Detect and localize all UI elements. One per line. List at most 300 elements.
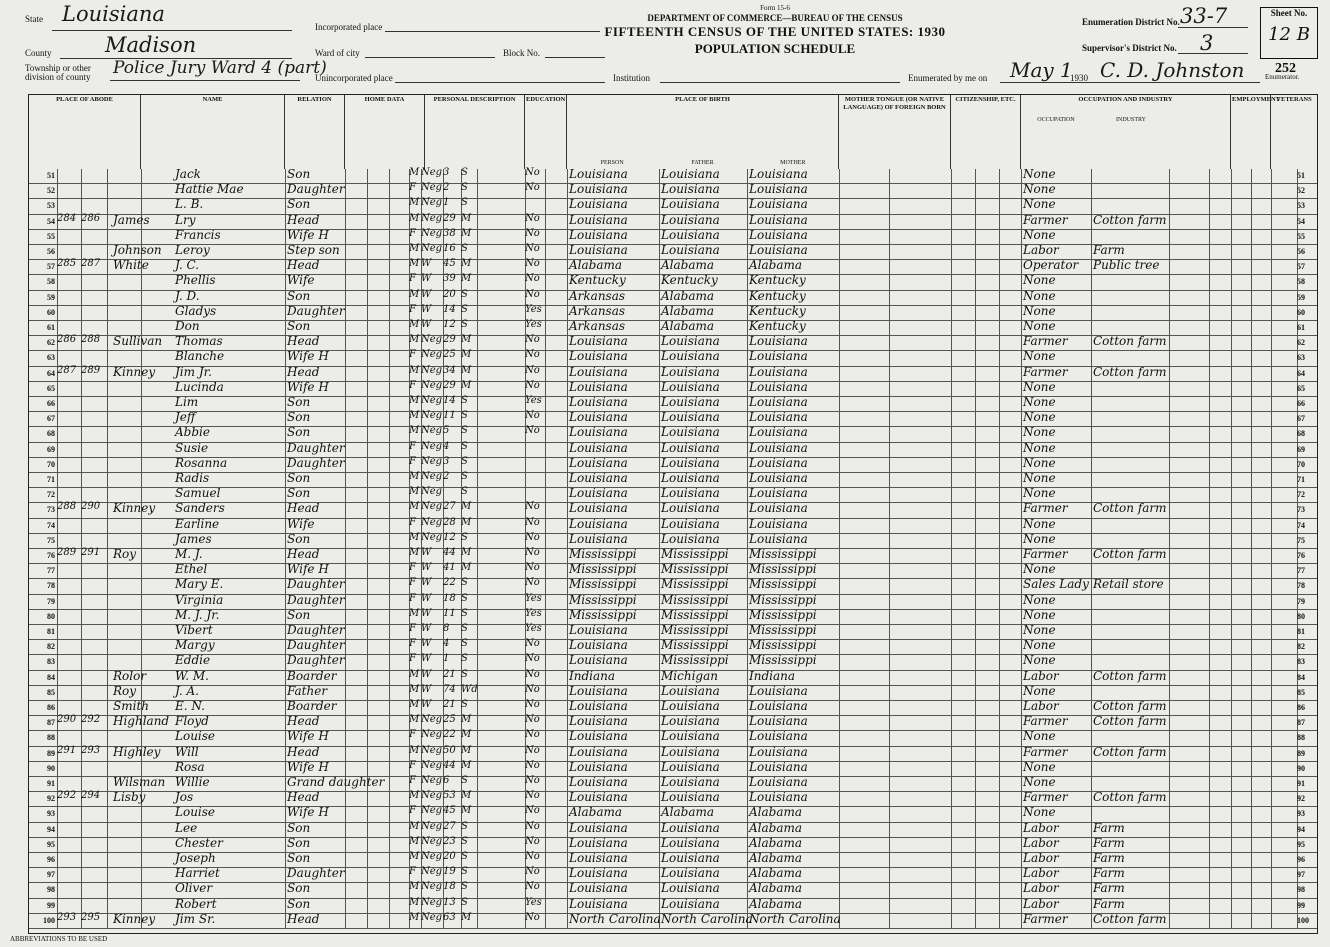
cell-age: 11	[443, 410, 456, 422]
cell-sex: F	[409, 805, 416, 817]
cell-fbp: Louisiana	[661, 182, 720, 197]
cell-rel: Daughter	[287, 623, 345, 637]
cell-occ: None	[1023, 273, 1056, 288]
cell-bp: Louisiana	[569, 638, 628, 653]
cell-bp: Louisiana	[569, 440, 628, 455]
cell-given: J. A.	[175, 683, 199, 698]
cell-fbp: Louisiana	[661, 835, 720, 850]
cell-age: 13	[443, 896, 456, 908]
cell-rel: Son	[287, 531, 311, 546]
cell-mbp: Mississippi	[749, 623, 817, 637]
row-number-right: 81	[1297, 627, 1305, 636]
cell-rel: Son	[287, 835, 311, 850]
cell-rel: Son	[287, 197, 311, 212]
cell-given: L. B.	[175, 197, 204, 212]
cell-age: 12	[443, 319, 456, 330]
cell-age: 8	[443, 623, 450, 634]
cell-fbp: Louisiana	[661, 440, 720, 455]
row-number-right: 93	[1297, 809, 1305, 819]
cell-age: 1	[443, 197, 450, 209]
block-label: Block No.	[503, 48, 540, 58]
cell-fbp: Mississippi	[661, 592, 729, 607]
cell-sch: No	[525, 212, 540, 224]
cell-fbp: Louisiana	[661, 167, 720, 181]
cell-sch: No	[525, 547, 540, 558]
cell-occ: None	[1023, 197, 1056, 212]
col-birth-mother: MOTHER	[780, 160, 806, 166]
col-education: EDUCATION	[525, 95, 567, 169]
cell-race: W	[421, 577, 432, 589]
enumerated-label: Enumerated by me on	[908, 73, 988, 83]
col-occupation-industry: OCCUPATION AND INDUSTRY OCCUPATION INDUSTRY	[1021, 95, 1231, 169]
row-number-right: 57	[1297, 262, 1305, 272]
cell-sch: Yes	[525, 303, 542, 315]
cell-rel: Boarder	[287, 699, 337, 713]
cell-bp: Louisiana	[569, 410, 628, 425]
col-industry: INDUSTRY	[1115, 117, 1146, 123]
cell-rel: Wife H	[287, 562, 329, 577]
cell-fbp: Mississippi	[661, 547, 729, 561]
cell-fbp: Louisiana	[661, 866, 720, 881]
row-number-right: 67	[1297, 414, 1305, 424]
cell-age: 50	[443, 744, 456, 756]
cell-sex: M	[409, 911, 420, 923]
cell-sex: M	[409, 531, 420, 543]
row-number: 96	[47, 855, 55, 864]
cell-age: 39	[443, 273, 456, 285]
cell-given: Radis	[175, 471, 210, 485]
cell-given: James	[175, 531, 212, 546]
cell-race: Neg	[421, 486, 443, 498]
cell-race: W	[421, 258, 432, 270]
cell-given: Abbie	[175, 425, 210, 440]
cell-ms: S	[461, 851, 468, 862]
cell-given: W. M.	[175, 668, 209, 683]
cell-race: Neg	[421, 395, 443, 406]
cell-mbp: Alabama	[749, 258, 803, 273]
cell-ind: Cotton farm	[1093, 911, 1167, 926]
row-number-right: 76	[1297, 551, 1305, 560]
cell-sex: M	[409, 258, 420, 270]
cell-ind: Farm	[1093, 881, 1125, 896]
cell-bp: Louisiana	[569, 455, 628, 470]
cell-sex: M	[409, 212, 420, 224]
row-number-right: 68	[1297, 429, 1305, 439]
cell-bp: Mississippi	[569, 592, 637, 607]
row-number-right: 74	[1297, 520, 1305, 530]
cell-ms: S	[461, 653, 468, 665]
cell-fbp: Louisiana	[661, 364, 720, 379]
cell-age: 29	[443, 379, 456, 391]
cell-given: Gladys	[175, 303, 217, 318]
cell-race: W	[421, 683, 432, 695]
row-number: 84	[47, 672, 55, 682]
cell-given: E. N.	[175, 699, 205, 713]
cell-race: Neg	[421, 835, 443, 847]
cell-bp: Louisiana	[569, 227, 628, 242]
cell-bp: Louisiana	[569, 881, 628, 896]
cell-sex: M	[409, 364, 420, 376]
cell-sch: Yes	[525, 623, 542, 634]
cell-race: Neg	[421, 471, 443, 482]
cell-given: Earline	[175, 516, 220, 531]
cell-age: 25	[443, 349, 456, 361]
row-number: 83	[47, 657, 55, 667]
cell-ms: M	[461, 379, 472, 391]
cell-rel: Head	[287, 334, 320, 349]
cell-ind: Cotton farm	[1093, 334, 1167, 349]
cell-race: Neg	[421, 516, 443, 528]
cell-age: 4	[443, 440, 450, 452]
cell-bp: Louisiana	[569, 486, 628, 501]
cell-rel: Head	[287, 258, 320, 273]
row-number: 90	[47, 763, 55, 773]
cell-ms: S	[461, 167, 468, 178]
row-number: 57	[47, 262, 55, 272]
cell-race: Neg	[421, 531, 443, 543]
cell-given: Chester	[175, 835, 223, 850]
row-number-right: 82	[1297, 642, 1305, 652]
cell-sex: M	[409, 820, 420, 832]
cell-bp: Louisiana	[569, 425, 628, 440]
cell-sch: No	[525, 638, 540, 650]
cell-given: Eddie	[175, 653, 211, 668]
cell-fbp: Louisiana	[661, 729, 720, 744]
row-number-right: 92	[1297, 794, 1305, 804]
cell-given: J. C.	[175, 258, 200, 273]
cell-race: Neg	[421, 759, 443, 771]
cell-given: Don	[175, 319, 200, 333]
cell-mbp: Louisiana	[749, 167, 808, 181]
cell-fbp: Louisiana	[661, 531, 720, 546]
cell-sex: F	[409, 577, 416, 589]
cell-age: 29	[443, 212, 456, 224]
cell-occ: None	[1023, 623, 1056, 637]
cell-given: Lee	[175, 820, 198, 835]
cell-occ: None	[1023, 182, 1056, 197]
cell-sch: No	[525, 820, 540, 832]
cell-age: 22	[443, 729, 456, 741]
cell-given: Joseph	[175, 851, 216, 865]
cell-sch: No	[525, 668, 540, 680]
cell-age: 23	[443, 835, 456, 847]
col-veterans: VETERANS	[1276, 96, 1312, 103]
cell-dw: 289	[57, 547, 77, 558]
cell-bp: Louisiana	[569, 744, 628, 759]
cell-fbp: Louisiana	[661, 455, 720, 470]
col-home-data: HOME DATA	[345, 95, 425, 169]
cell-occ: None	[1023, 516, 1056, 531]
cell-race: Neg	[421, 790, 443, 802]
row-number-right: 51	[1297, 171, 1305, 180]
enumerator-name: C. D. Johnston	[1100, 58, 1245, 82]
cell-mbp: Kentucky	[749, 288, 806, 303]
cell-sch: No	[525, 683, 540, 695]
cell-occ: None	[1023, 455, 1056, 470]
cell-occ: None	[1023, 562, 1056, 577]
cell-sex: M	[409, 319, 420, 330]
cell-ind: Cotton farm	[1093, 744, 1167, 759]
cell-sch: No	[525, 759, 540, 771]
row-number-right: 94	[1297, 824, 1305, 834]
cell-rel: Wife H	[287, 805, 329, 820]
cell-occ: Farmer	[1023, 364, 1068, 379]
cell-occ: Labor	[1023, 668, 1059, 683]
row-number-right: 63	[1297, 353, 1305, 363]
cell-bp: Louisiana	[569, 364, 628, 379]
cell-sex: F	[409, 592, 416, 604]
supervisor-label: Supervisor's District No.	[1082, 43, 1177, 53]
cell-ms: M	[461, 364, 472, 376]
cell-sch: No	[525, 425, 540, 437]
row-number: 77	[47, 566, 55, 576]
cell-given: Floyd	[175, 714, 209, 729]
row-number-right: 73	[1297, 505, 1305, 515]
cell-race: Neg	[421, 212, 443, 224]
cell-age: 4	[443, 638, 450, 650]
cell-race: Neg	[421, 410, 443, 422]
cell-fbp: Louisiana	[661, 486, 720, 501]
cell-sex: F	[409, 516, 416, 528]
cell-ms: S	[461, 775, 468, 786]
cell-rel: Daughter	[287, 440, 345, 455]
cell-fbp: Louisiana	[661, 471, 720, 485]
cell-race: W	[421, 607, 432, 619]
enumerated-year: 1930	[1070, 73, 1088, 83]
row-number: 71	[47, 475, 55, 484]
cell-ms: M	[461, 227, 472, 239]
cell-bp: Louisiana	[569, 820, 628, 835]
row-number: 92	[47, 794, 55, 804]
row-number: 81	[47, 627, 55, 636]
cell-surname: Highland	[113, 714, 170, 729]
row-number: 64	[47, 368, 55, 378]
cell-race: W	[421, 592, 432, 604]
cell-sch: No	[525, 805, 540, 817]
cell-given: M. J. Jr.	[175, 607, 220, 622]
col-birth-person: PERSON	[600, 160, 624, 166]
cell-race: W	[421, 653, 432, 665]
cell-age: 63	[443, 911, 456, 923]
cell-ms: M	[461, 744, 472, 756]
cell-mbp: Louisiana	[749, 775, 808, 789]
row-number: 74	[47, 520, 55, 530]
cell-fam: 290	[81, 501, 101, 513]
cell-fbp: Louisiana	[661, 851, 720, 865]
cell-sex: M	[409, 197, 420, 209]
cell-bp: Louisiana	[569, 683, 628, 698]
page-stamp: 252	[1275, 61, 1296, 76]
cell-rel: Daughter	[287, 653, 345, 668]
cell-ms: M	[461, 349, 472, 361]
cell-dw: 290	[57, 714, 77, 726]
cell-dw: 291	[57, 744, 77, 756]
cell-mbp: Alabama	[749, 851, 803, 865]
cell-ms: M	[461, 759, 472, 771]
cell-age: 6	[443, 775, 450, 786]
cell-rel: Son	[287, 851, 311, 865]
form-number: Form 15-6	[760, 4, 790, 12]
cell-sex: F	[409, 775, 416, 786]
row-number: 68	[47, 429, 55, 439]
cell-ms: M	[461, 729, 472, 741]
cell-ms: S	[461, 303, 468, 315]
cell-sex: F	[409, 182, 416, 194]
cell-age: 14	[443, 303, 456, 315]
row-number: 65	[47, 383, 55, 393]
cell-ms: M	[461, 562, 472, 574]
cell-sch: No	[525, 410, 540, 422]
cell-bp: Mississippi	[569, 562, 637, 577]
cell-occ: Farmer	[1023, 501, 1068, 516]
cell-dw: 288	[57, 501, 77, 513]
cell-bp: Louisiana	[569, 379, 628, 394]
cell-age: 19	[443, 866, 456, 878]
cell-race: W	[421, 288, 432, 300]
enumerator-label: Enumerator.	[1265, 73, 1300, 81]
cell-sch: No	[525, 349, 540, 361]
cell-occ: Labor	[1023, 243, 1059, 257]
cell-mbp: Mississippi	[749, 562, 817, 577]
cell-given: Jack	[175, 167, 201, 181]
cell-ms: M	[461, 790, 472, 802]
cell-sex: F	[409, 729, 416, 741]
cell-fam: 288	[81, 334, 101, 346]
cell-sch: No	[525, 851, 540, 862]
cell-ms: S	[461, 699, 468, 710]
cell-sch: No	[525, 577, 540, 589]
row-number-right: 56	[1297, 247, 1305, 256]
cell-race: Neg	[421, 167, 443, 178]
cell-sch: Yes	[525, 896, 542, 908]
cell-mbp: Louisiana	[749, 759, 808, 774]
footer-abbreviations: ABBREVIATIONS TO BE USED	[10, 935, 108, 943]
cell-bp: Louisiana	[569, 349, 628, 364]
cell-rel: Son	[287, 471, 311, 485]
cell-mbp: Alabama	[749, 896, 803, 911]
cell-fbp: Louisiana	[661, 349, 720, 364]
cell-ind: Cotton farm	[1093, 699, 1167, 713]
cell-occ: Farmer	[1023, 911, 1068, 926]
row-number-right: 65	[1297, 383, 1305, 393]
cell-occ: Farmer	[1023, 744, 1068, 759]
table-row	[29, 911, 1317, 929]
cell-rel: Boarder	[287, 668, 337, 683]
row-number: 78	[47, 581, 55, 591]
row-number: 61	[47, 323, 55, 332]
cell-occ: None	[1023, 440, 1056, 455]
cell-occ: Labor	[1023, 699, 1059, 713]
cell-occ: Labor	[1023, 866, 1059, 881]
cell-mbp: Louisiana	[749, 455, 808, 470]
cell-sex: M	[409, 547, 420, 558]
cell-fbp: Mississippi	[661, 607, 729, 622]
cell-mbp: Mississippi	[749, 592, 817, 607]
cell-rel: Son	[287, 486, 311, 501]
cell-sex: M	[409, 410, 420, 422]
row-number-right: 78	[1297, 581, 1305, 591]
cell-age: 2	[443, 471, 450, 482]
cell-surname: Johnson	[113, 243, 162, 257]
cell-given: Ethel	[175, 562, 208, 577]
cell-bp: Louisiana	[569, 471, 628, 485]
row-number: 93	[47, 809, 55, 819]
cell-bp: Louisiana	[569, 516, 628, 531]
cell-ms: M	[461, 334, 472, 346]
cell-fam: 295	[81, 911, 101, 923]
cell-surname: Kinney	[113, 501, 156, 516]
cell-given: Margy	[175, 638, 215, 653]
cell-age: 18	[443, 881, 456, 893]
row-number: 60	[47, 307, 55, 317]
cell-ms: M	[461, 714, 472, 726]
cell-sch: No	[525, 531, 540, 543]
row-number: 75	[47, 535, 55, 545]
cell-sex: F	[409, 227, 416, 239]
cell-ms: S	[461, 866, 468, 878]
cell-surname: Sullivan	[113, 334, 163, 349]
cell-ms: S	[461, 638, 468, 650]
row-number-right: 55	[1297, 231, 1305, 241]
cell-fam: 293	[81, 744, 101, 756]
cell-sex: M	[409, 501, 420, 513]
row-number-right: 60	[1297, 307, 1305, 317]
row-number: 98	[47, 885, 55, 895]
cell-ms: S	[461, 881, 468, 893]
cell-bp: Louisiana	[569, 334, 628, 349]
cell-occ: None	[1023, 775, 1056, 789]
cell-fbp: Michigan	[661, 668, 718, 683]
cell-occ: None	[1023, 395, 1056, 409]
cell-rel: Head	[287, 911, 320, 926]
row-number-right: 61	[1297, 323, 1305, 332]
cell-bp: Arkansas	[569, 303, 626, 318]
cell-occ: None	[1023, 471, 1056, 485]
cell-occ: None	[1023, 607, 1056, 622]
cell-dw: 284	[57, 212, 77, 224]
cell-rel: Son	[287, 319, 311, 333]
cell-bp: Louisiana	[569, 212, 628, 227]
cell-sex: M	[409, 425, 420, 437]
cell-age: 25	[443, 714, 456, 726]
cell-surname: Kinney	[113, 364, 156, 379]
cell-fbp: Louisiana	[661, 395, 720, 409]
cell-fbp: North Carolina	[661, 911, 753, 926]
row-number: 59	[47, 292, 55, 302]
cell-bp: Louisiana	[569, 182, 628, 197]
row-number-right: 96	[1297, 855, 1305, 864]
cell-race: Neg	[421, 425, 443, 437]
cell-given: Lim	[175, 395, 199, 409]
cell-rel: Step son	[287, 243, 340, 257]
cell-occ: Farmer	[1023, 212, 1068, 227]
row-number-right: 77	[1297, 566, 1305, 576]
cell-given: Lry	[175, 212, 196, 227]
cell-bp: Louisiana	[569, 167, 628, 181]
cell-occ: Labor	[1023, 881, 1059, 896]
cell-fam: 286	[81, 212, 101, 224]
row-number: 82	[47, 642, 55, 652]
cell-age: 1	[443, 653, 450, 665]
cell-age: 5	[443, 425, 450, 437]
cell-ms: S	[461, 607, 468, 619]
cell-age: 27	[443, 501, 456, 513]
cell-fbp: Louisiana	[661, 683, 720, 698]
cell-mbp: Mississippi	[749, 547, 817, 561]
cell-bp: Louisiana	[569, 790, 628, 805]
district-label: Enumeration District No.	[1082, 17, 1180, 27]
cell-fam: 291	[81, 547, 101, 558]
